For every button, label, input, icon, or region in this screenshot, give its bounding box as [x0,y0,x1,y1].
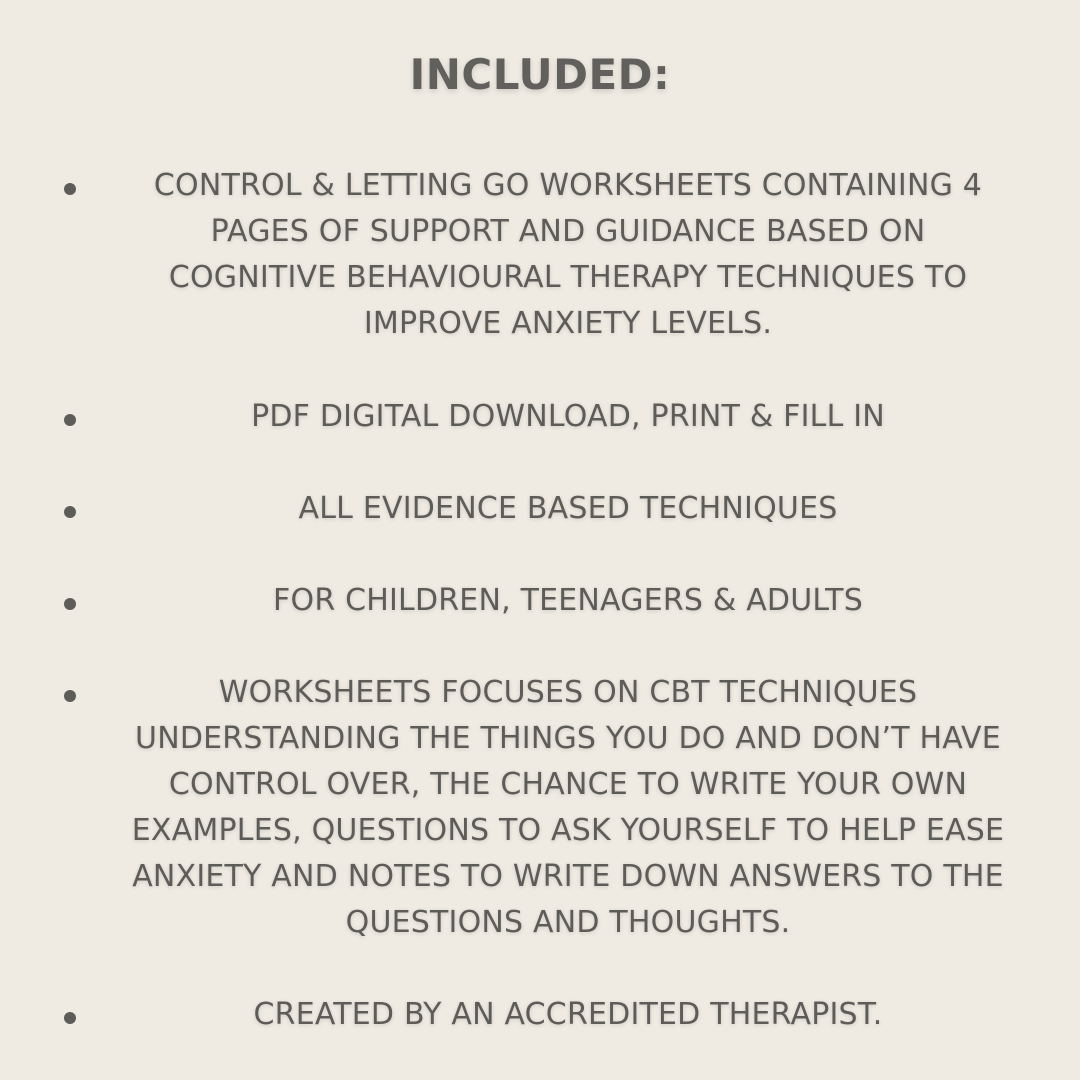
list-item-text: PDF DIGITAL DOWNLOAD, PRINT & FILL IN [251,399,885,434]
list-item-text: FOR CHILDREN, TEENAGERS & ADULTS [273,583,863,618]
bullet-icon [64,598,76,610]
bullet-icon [64,506,76,518]
list-item-text: CREATED BY AN ACCREDITED THERAPIST. [253,997,883,1032]
bullet-icon [64,183,76,195]
page-title: INCLUDED: [409,50,671,99]
list-item-text: WORKSHEETS FOCUSES ON CBT TECHNIQUES UNDERSTANDING THE THINGS YOU DO AND DON’T HAVE CONTROL OVER, THE CHANCE TO WRITE YOUR OWN EXAMPLES, QUESTIONS TO ASK YOURSELF TO HELP EASE ANXIETY AND NOTES TO WRITE DOWN ANSWERS TO THE QUESTIONS AND THOUGHTS. [131,675,1005,940]
list-item-text: ALL EVIDENCE BASED TECHNIQUES [298,491,838,526]
bullet-icon [64,414,76,426]
list-item-text: CONTROL & LETTING GO WORKSHEETS CONTAINING 4 PAGES OF SUPPORT AND GUIDANCE BASED ON COGNITIVE BEHAVIOURAL THERAPY TECHNIQUES TO IMPROVE ANXIETY LEVELS. [153,168,983,341]
bullet-icon [64,690,76,702]
bullet-icon [64,1012,76,1024]
